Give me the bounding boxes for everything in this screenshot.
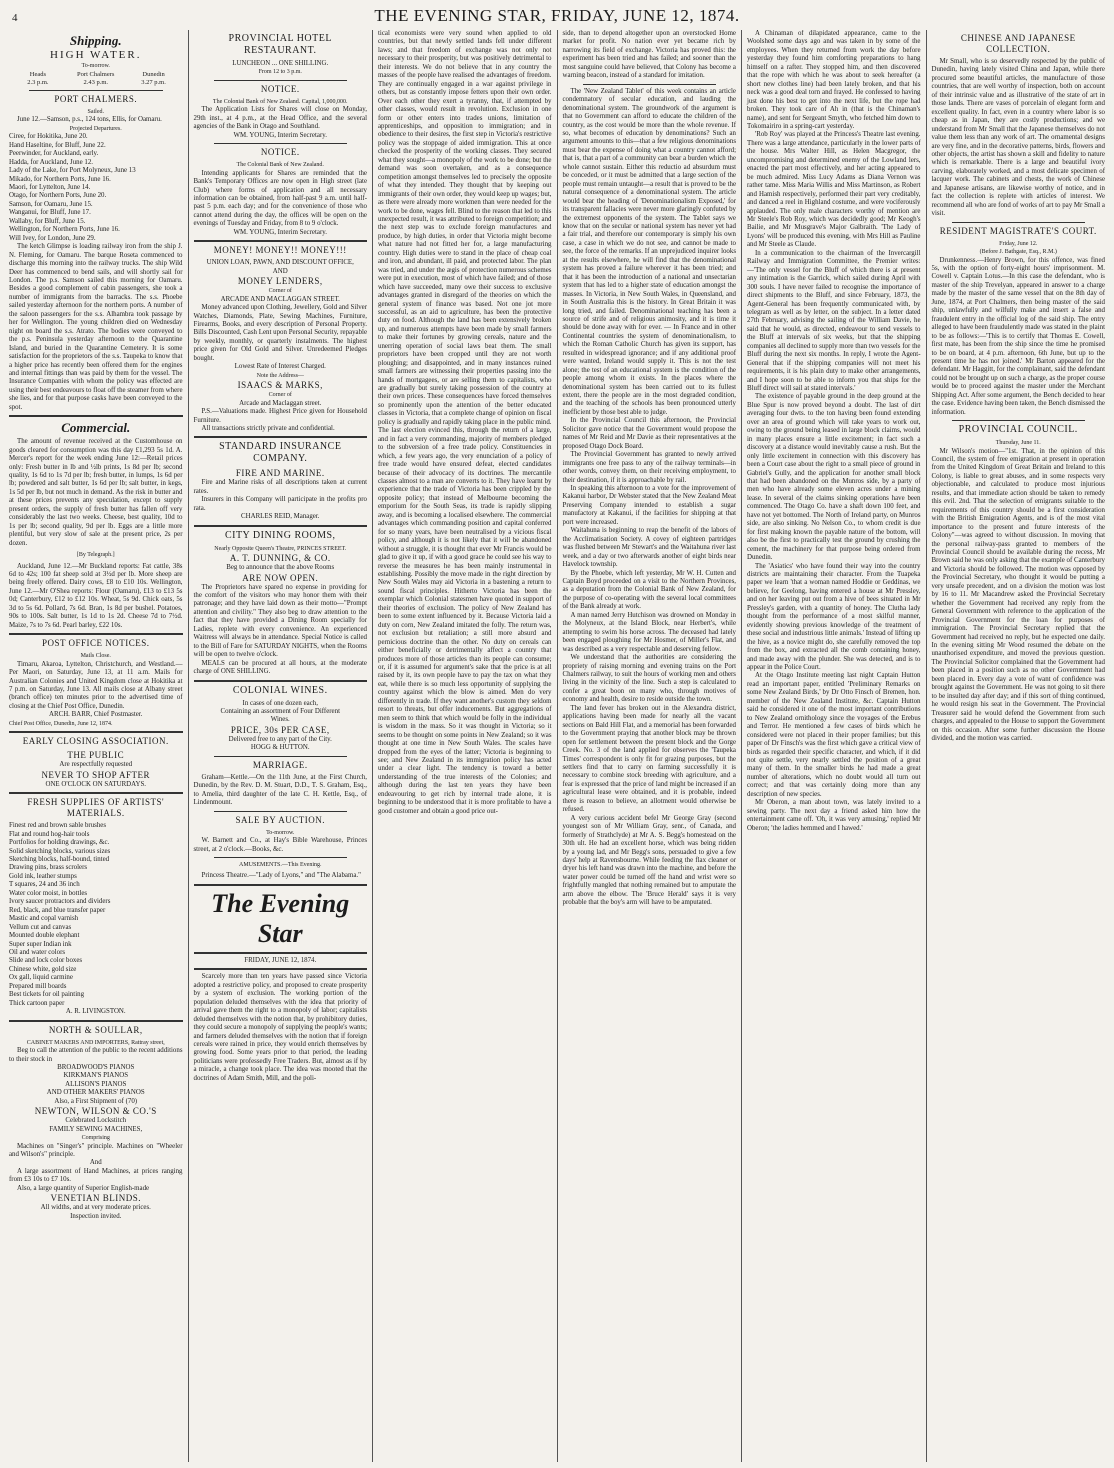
north-soullar-heading: NORTH & SOULLAR,: [48, 1024, 143, 1035]
column-6: [926, 30, 1111, 1462]
news-item: The Provincial Government has granted to newly arrived immigrants one free pass to any of the railway terminals—in other words, convey them, on their receiving employment, to their destination, if it is approachable by rail.: [562, 451, 736, 484]
artists-materials-heading: FRESH SUPPLIES OF ARTISTS' MATERIALS.: [27, 797, 165, 819]
dining-rooms-proprietor: A. T. DUNNING, & CO.: [229, 553, 331, 564]
list-item: Lady of the Lake, for Port Molyneux, June 13: [9, 167, 136, 175]
column-1: [4, 30, 188, 1462]
hotel-luncheon: LUNCHEON ... ONE SHILLING.: [232, 60, 329, 67]
notice-2-text: Intending applicants for Shares are reminded that the Bank's Temporary Offices are now open in High street (late Club) where forms of application and all necessary information can be obtained, from half-past 9 a.m. until half-past 5 p.m. each day; and for the convenience of those who cannot attend during the day, the offices will be open on the evenings of Tuesday and Friday, from 8 to 9 o'clock.: [193, 169, 367, 228]
list-item: Slide and lock color boxes: [9, 957, 83, 965]
dining-rooms-subheading: Nearly Opposite Queen's Theatre, PRINCES STREET.: [214, 545, 347, 552]
list-item: Samson, for Oamaru, June 15.: [9, 200, 93, 208]
paper-date: FRIDAY, JUNE 12, 1874.: [244, 956, 317, 964]
tide-cell-dunedin: Dunedin 3.27 p.m.: [141, 70, 166, 86]
insurance-heading: STANDARD INSURANCE COMPANY.: [219, 441, 342, 465]
news-item: A Chinaman of dilapidated appearance, came to the Woolshed some days ago and was taken in by some of the employees. When they returned from work the day before yesterday they found him comforting preparations to hang himself on a rafter. They stopped him, and then discovered that the rope with which he was about to seek hereafter (a short new clothes line) had been lately broken, and that his neck was a good deal torn and frayed. He confessed to having just done his best to get into the next life, but the rope had broken. They took care of Ah in (that is the Chinaman's name), and sent for Sergeant Smyth, who fetched him down to Tokomairiro in a spring-cart yesterday.: [747, 30, 921, 130]
money-firm: ISAACS & MARKS,: [237, 380, 323, 391]
hotel-heading: PROVINCIAL HOTEL RESTAURANT.: [228, 33, 332, 56]
early-closing-heading: EARLY CLOSING ASSOCIATION.: [22, 736, 169, 747]
money-and: AND: [272, 267, 288, 275]
amusements-heading: AMUSEMENTS.—This Evening.: [239, 862, 322, 868]
list-item: Solid sketching blocks, various sizes: [9, 847, 111, 855]
tide-subheading: To-morrow.: [81, 63, 110, 70]
north-soullar-newton: NEWTON, WILSON & CO.'S: [34, 1106, 157, 1117]
money-corner-3: Arcade and Maclaggan street.: [239, 399, 322, 407]
list-item: Best tickets for oil painting: [9, 991, 85, 999]
north-soullar-text: Beg to call the attention of the public to the recent additions to their stock in: [9, 1047, 183, 1063]
post-office-heading: POST OFFICE NOTICES.: [41, 638, 150, 649]
dining-rooms-heading: CITY DINING ROOMS,: [224, 529, 336, 541]
news-item: The land fever has broken out in the Alexandra district, applications having been made for nearly all the vacant sections on Bald Hill Flat, and a memorial has been forwarded to the Government praying that another block may be thrown open for settlement between the present block and the Gorge Creek. No. 3 of the land applied for observes the 'Taupeka Times' correspondent is only fit for grazing purposes, but the settlers find that to carry on farming successfully it is necessary to combine stock breeding with agriculture, and a fear is expressed that the price of land might be increased if an agricultural lease were obtained, and it is probable, indeed there is reason to believe, an allotment would otherwise be refused.: [562, 704, 736, 814]
money-text: Money advanced upon Clothing, Jewellery, Gold and Silver Watches, Diamonds, Plate, Sewing Machines, Furniture, Firearms, Books, and every description of Personal Property. Bills Discounted, Cash Lent upon Personal Security, repayable by weekly, monthly, or quarterly instalments. The highest price given for Old Gold and Silver. Unredeemed Pledges bought.: [193, 304, 367, 362]
post-office-signature: ARCH. BARR, Chief Postmaster.: [49, 711, 143, 719]
news-item: At the Otago Institute meeting last night Captain Hutton read an important paper, entitled 'Preliminary Remarks on some New Zealand Birds,' by Dr Otto Finsch of Bremen, hon. member of the New Zealand Institute, &c. Captain Hutton said he considered it one of the most important contributions to New Zealand ornithology since the voyages of the Erebus and Terror. He mentioned a few cases of birds which he considered were not placed in their proper families; but this paper of Dr Finsch's was the first which gave a critical view of birds as regarded their specific character, and which, if it did not quite settle, very nearly settled the position of a great many of them. In the smaller birds he had made a great number of alterations, which no doubt would all turn out correct; and that was certainly doing more than any description of new species.: [747, 672, 921, 798]
list-item: Portfolios for holding drawings, &c.: [9, 839, 110, 847]
artists-materials-list: [9, 822, 183, 1008]
leader-article-end: side, than to depend altogether upon an overstocked Home market for profit. No nation ever yet became rich by narrowing its field of exchange. Victoria has proved this: the experiment has been tried and has failed; and sooner than the most sanguine could have believed, that Colony has become a warning beacon, instead of a standard for imitation.: [562, 30, 736, 80]
tide-heading: HIGH WATER.: [50, 49, 142, 61]
list-item: KIRKMAN'S PIANOS: [63, 1072, 129, 1080]
post-office-date: Chief Post Office, Dunedin, June 12, 1874.: [9, 720, 113, 727]
wines-delivery: Delivered free to any part of the City.: [228, 735, 332, 743]
money-corner-2: Corner of: [268, 392, 292, 399]
telegraph-text: Auckland, June 12.—Mr Buckland reports: Fat cattle, 38s 6d to 42s; 100 fat sheep sold at 3½d per lb. More sheep are being freely offered. Dairy cows, £8 to £10 10s. Wellington, June 12.—Mr O'Shea reports: Flour (Oamaru), £13 to £13 5s 0d; Canterbury, £12 to £12 10s. Wheat, 5s 9d. Chick oats, 5s 3d to 5s 6d. Pollard, 7s 6d. Bran, 1s 8d per bushel. Potatoes, 90s to 100s. Salt butter, 1s 1d to 1s 2d. Cheese 7d to 7½d. Maize, 7s to 7s 6d. Pearl barley, £22 10s.: [9, 562, 183, 629]
list-item: T squares, 24 and 36 inch: [9, 881, 80, 889]
insurance-text-2: Insurers in this Company will participate in the profits pro rata.: [193, 496, 367, 512]
news-item: Mr Oberon, a man about town, was lately invited to a sewing party. The next day a friend asked him how the entertainment came off. 'Oh, it was very amusing,' replied Mr Oberon; 'the ladies hemmed and I hawed.': [747, 799, 921, 832]
list-item: Super super Indian ink: [9, 940, 72, 948]
notice-1-heading: NOTICE.: [260, 83, 300, 94]
north-soullar-and: And: [89, 1159, 102, 1167]
notice-1-signature: WM. YOUNG, Interim Secretary.: [233, 131, 327, 139]
leader-article-start: Scarcely more than ten years have passed since Victoria adopted a restrictive policy, and proposed to create prosperity by a system of exclusion. The working portion of the population deluded themselves with the idea that priority of arrival gave them the right to a monopoly of labor; capitalists deluded themselves with the notion that, by prohibitory duties, they could secure a monopoly of supplying the people's wants; and farmers deluded themselves with the notion that if foreign cereals were rained in price, they would enrich themselves by growing food. Some years prior to that period, the leading politicians were professedly Free Traders. But, almost as if by a miracle, a change took place. The idea was mooted that the doctrines of Adam Smith, Mill, and the poli-: [193, 973, 367, 1082]
early-closing-line-3: NEVER TO SHOP AFTER: [41, 769, 151, 780]
north-soullar-also: Also, a First Shipment of (70): [54, 1097, 138, 1105]
list-item: Thick cartoon paper: [9, 999, 65, 1007]
provincial-council-heading: PROVINCIAL COUNCIL.: [958, 424, 1078, 436]
list-item: Hadda, for Auckland, June 12.: [9, 158, 94, 166]
notice-2-bank: The Colonial Bank of New Zealand.: [236, 162, 324, 169]
page-number: 4: [12, 12, 18, 24]
list-item: Ciree, for Hokitika, June 20.: [9, 133, 88, 141]
news-item: 'Rob Roy' was played at the Princess's Theatre last evening. There was a large attendance, particularly in the lower parts of the house. Mrs Walter Hill, as Helen Macgregor, the uncompromising and determined enemy of the Lowland lers, enacted the part most effectively, and her acting appeared to be much admired. Miss Lucy Adams as Diana Vernon was rather tame. Miss Maria Willis and Miss Martinson, as Robert and Hamish respectively, performed their part very creditably, and danced a reel in Highland costume, and were vociferously applauded. The only male characters worthy of mention are Mr Steele's Rob Roy, which was decidedly good; Mr Keogh's Bailie, and Mr Musgrave's Major Galbraith. 'The Lady of Lyons' will be produced this evening, with Mrs Hill as Pauline and Mr Steele as Claude.: [747, 131, 921, 249]
news-item: In speaking this afternoon to a vote for the improvement of Kakanui harbor, Dr Webster stated that the New Zealand Meat Preserving Company intended to establish a sugar manufactory at Kakanui, if the facilities for shipping at that port were increased.: [562, 485, 736, 526]
newspaper-columns: [4, 30, 1110, 1462]
auction-text: W. Barnett and Co., at Hay's Bible Warehouse, Princes street, at 2 o'clock.—Books, &c.: [193, 837, 367, 853]
venetian-blinds-heading: VENETIAN BLINDS.: [50, 1193, 141, 1204]
mails-close-subheading: Mails Close.: [80, 653, 111, 660]
early-closing-line-4: ONE O'CLOCK ON SATURDAYS.: [45, 780, 147, 788]
north-soullar-lockstitch: Celebrated Lockstitch: [65, 1117, 127, 1125]
news-item: We understand that the authorities are considering the propriety of raising morning and evening trains on the Port Chalmers railway, to suit the hours of working men and others living in the vicinity of the line. Such a step is calculated to confer a great boon on many who, through motives of economy and health, desire to reside outside the town.: [562, 654, 736, 704]
news-item: A very curious accident befel Mr George Gray (second youngest son of Mr William Gray, senr., of Canada, and formerly of Strathclyde) at Mr A. S. Begg's homestead on the 30th ult. He had an excellent horse, which was being ridden by a young lad, and Mr Begg's sons, persuaded to give a few days' help at Ravensbourne. While feeding the flax cleaner or dryer his left hand was drawn into the machine, and before the water power could be turned off the hand and wrist were so frightfully mangled that nothing remained but to amputate the arm above the elbow. The 'Bruce Herald' says it is very probable that the boy's arm will have to be amputated.: [562, 814, 736, 907]
list-item: Maori, for Lyttelton, June 14.: [9, 183, 91, 191]
north-soullar-comprising: Comprising: [81, 1135, 110, 1142]
list-item: Wellington, for Northern Ports, June 16.: [9, 226, 120, 234]
list-item: Red, black, and blue transfer paper: [9, 906, 106, 914]
list-item: AND OTHER MAKERS' PIANOS: [46, 1089, 145, 1097]
masthead: [0, 0, 1114, 26]
money-ps: P.S.—Valuations made. Highest Price given for Household Furniture.: [193, 408, 367, 424]
list-item: Hand Haseltine, for Bluff, June 22.: [9, 141, 106, 149]
wines-signature: HOGG & HUTTON.: [250, 744, 310, 752]
money-confidential: All transactions strictly private and confidential.: [201, 424, 335, 432]
magistrates-court-judge: (Before J. Bathgate, Esq., R.M.): [979, 249, 1057, 256]
notice-2-heading: NOTICE.: [260, 147, 300, 158]
magistrates-court-date: Friday, June 12.: [999, 240, 1038, 247]
chinese-collection-heading: CHINESE AND JAPANESE COLLECTION.: [960, 33, 1076, 54]
list-item: Flat and round hog-hair tools: [9, 830, 90, 838]
wines-text-3: Wines.: [270, 716, 290, 724]
news-item: The 'New Zealand Tablet' of this week contains an article condemnatory of secular education, and lauding the denominational system. The groundwork of the argument is that no Government can afford to educate the children of the country, as the cost would be more than the whole revenue. If so, what becomes of education by denominations? Such an argument amounts to this—that a few religious denominations must bear the expense of doing what a country cannot afford; that is, that a part of a community can bear a burden which the whole cannot sustain. Either this reductio ad absurdum must be conceded, or it must be admitted that a large section of the people must remain untaught—a result that is proved to be the natural consequence of a denominational system. The article would bear the heading of 'Denominationalism Exposed,' for its transparent fallacies were never more glaringly confuted by the extremest opponents of the system. The Tablet says we know that on the secular or national system has never yet had a fair trial, and therefore our contemporary is simply his own case, a case in which we do not see, and cannot be made to see, the force of the remarks. If an unprejudiced inquirer looks at the results elsewhere, he will find that the denominational system has proved a failure wherever it has been tried; and that it has been the introduction of a national and unsectarian system that has led to a higher state of education amongst the masses. In Victoria, in New South Wales, in Queensland, and in South Australia this is the history. In Great Britain it was long tried, and failed. Denominational teaching has been a source of strife and of religious animosity, and it is time it should be done away with for ever. — In France and in other Continental countries the system of denominationalism, to which the Roman Catholic Church has given its support, has resulted in widespread ignorance; and if any additional proof were wanted, Ireland would supply it. This is not the test alone; the test of an educational system is the condition of the people among whom it exists. In the places where the denominational system has been carried out to its fullest extent, there the people are in the most degraded condition, and the teaching of the schools has been pronounced utterly inefficient by those best able to judge.: [562, 87, 736, 416]
column-4: [557, 30, 742, 1462]
list-item: Prepared mill boards: [9, 982, 67, 990]
auction-subheading: To-morrow.: [266, 829, 295, 836]
list-item: Ox gall, liquid carmine: [9, 974, 73, 982]
commercial-text: The amount of revenue received at the Customhouse on goods cleared for consumption was this day £1,293 5s 1d. A. Mercer's report for the week ending June 12:—Retail prices only: Fresh butter in lb and ½lb prints, 1s 8d per lb; second quality, 1s 6d to 1s 7d per lb; fresh butter, in lumps, 1s 6d per lb; powdered and salt butter, 1s 6d per lb; salt butter, in kegs, 1s 5d per lb, but not much in demand. As the risk in butter and at these prices prevents any speculation, except to supply present orders, the supply of fresh butter has fallen off very considerably the last two weeks. Cheese, best quality, 10d to 1s per lb; second quality, 9d per lb. Eggs are a little more plentiful, but very slow of sale at the present price, 2s per dozen.: [9, 438, 183, 547]
column-3: [372, 30, 557, 1462]
column-2: [188, 30, 373, 1462]
list-item: Oil and water colors: [9, 948, 66, 956]
tide-cell-port: Port Chalmers 2.43 p.m.: [77, 70, 115, 86]
insurance-text-1: Fire and Marine risks of all descriptions taken at current rates.: [193, 479, 367, 495]
list-item: Finest red and brown sable brushes: [9, 822, 107, 830]
list-item: BROADWOOD'S PIANOS: [57, 1063, 135, 1071]
port-chalmers-heading: PORT CHALMERS.: [54, 93, 138, 104]
dining-rooms-open: ARE NOW OPEN.: [242, 572, 319, 583]
money-heading: MONEY! MONEY!! MONEY!!!: [213, 245, 347, 256]
wines-heading: COLONIAL WINES.: [232, 684, 328, 696]
list-item: Vellum cut and canvas: [9, 923, 72, 931]
column-5: [741, 30, 926, 1462]
insurance-signature: CHARLES REID, Manager.: [241, 513, 320, 521]
tide-cell-heads: Heads 2.3 p.m.: [27, 70, 49, 86]
news-item: The existence of payable ground in the deep ground at the Blue Spur is now proved beyond a doubt. The last of dirt averaging four dwts. to the ton having been found extending over an area of ground which will take years to work out, owing to the ground being leased in large block claims, would in many places ensure a little excitement; in fact such a discovery at a distance would inevitably cause a rush. But the only little excitement in connection with this discovery has been a Court case about the right to a small piece of ground in Gabriel's Gully, and the application for another small block that had been abandoned on the Munros side, by a party of men who have already some eleven acres under a mining lease. In several of the claims sinking operations have been commenced. The Otago Co. have a shaft down 100 feet, and have not yet bottomed. The North of Ireland party, on Munros side, are also sinking. No Nelson Co., to whom credit is due for first making known the payable nature of the bottom, will also be the first to practically test the ground by crushing the cement, the machinery for that purpose being ordered from Dunedin.: [747, 393, 921, 562]
paper-masthead-title: The Evening Star: [211, 888, 350, 948]
leader-article-body: tical economists were very sound when applied to old countries, but that newly settled lands fell under different laws; and that freedom of exchange was not only not necessary to their prosperity, but was positively detrimental to their interests. We do not believe that in any country the masses of the people have realised the advantages of freedom. They are continually engaged in a war against privilege in others, but as constantly impose fetters upon their own order. Over each other they exert a tyranny, that, if attempted by other classes, would result in revolution. Exclusion in one form or other enters into trades unions, limitation of apprenticeships, and opposition to immigration; and in obedience to their desires, the first step in Victoria's restrictive policy was the stoppage of aided immigration. This at once checked the prosperity of the working classes. They secured what they sought—a monopoly of the work to be done; but the demand was soon overtaken, and as a consequence competition amongst themselves led to precisely the opposite of what they intended. They thought that by keeping out immigrants of their own order, they would keep up wages; but, as there were already more workmen than were needed for the work to be done, wages fell. Blind to the reason that led to this unexpected result, it was attributed to foreign competition; and the next step was to exclude foreign manufactures and produce, by high duties, in order that Victoria might become what nature had not fitted her for, a large manufacturing country. High duties were to stand in the place of cheap coal and iron, and abundant, ill paid, and protected labor. The plan was tried, and under the ægis of protection numerous schemes were put in execution, most of which have failed; and of those which have succeeded, many owe their success to exclusive advantages granted in disregard of the theories on which the general system of finance was based. Not one jot more successful, as an aid to agriculture, has been the protective duty on food. Although the land has been extensively broken up, and numerous attempts have been made by small farmers to make their fortunes by growing cereals, nature and the unerring operation of social laws beat them. The small proprietors have been cropped until they are not worth ploughing; and disappointed, and in many instances ruined small farmers are witnessing their properties passing into the hands of mortgagees, or are selling them to capitalists, who are gradually but surely taking possession of the country at their own prices. These consequences have forced themselves so prominently upon the attention of the better educated classes in Victoria, that a complete change of opinion on fiscal policy is gradually and rapidly taking place in the public mind. The last election evinced this, through the return of a large, and in fact a very commanding, majority of members pledged to the subversion of a free trade policy. Constituencies in which, a few years ago, the very enunciation of a policy of free trade would have ensured defeat, elected candidates because of their advocacy of its doctrines. The mercantile classes almost to a man are converts to it. They have learnt by experience that the trade of Victoria has been crippled by the opposite policy; that instead of Melbourne becoming the emporium for the South Seas, its trade is rapidly slipping away, and is becoming a localised elsewhere. The commercial advantages which commanding position and capital conferred for so many years, have been neutralised by a vicious fiscal policy, and although it is not likely that it will be abandoned without a struggle, it is thought that ever Mr Francis would be glad to give it up, if with a good grace he could see his way to reverse the measures he has been mainly instrumental in establishing. Possibly the move made in the right direction by New South Wales may aid Victoria in a bastening a return to sound fiscal principles. Hitherto Victoria has been the exemplar which Colonial statesmen have quoted in support of their theories of exclusion. The policy of New Zealand has been to some extent influenced by it. Because Victoria laid a duty on corn, New Zealand imitated the folly. The return was, not exclusion but retaliation; a still more absurd and pernicious doctrine than the other. No duty on cereals can either beneficially or detrimentally affect a country that produces more of those articles than its people can consume; or, if it is assumed for argument's sake that the price is at all raised by it, its own people have to pay the tax on what they eat, while there is so much less opportunity of supplying the country against which the blow is aimed. Men do very differently in trade. If they want another's custom they seldom resort to threats, but offer inducements. But aggregations of men seem to think that which would be folly in the individual is wisdom in the mass. So it was thought in Victoria; so it seems to be thought on some points in New Zealand; so it was thought at one time in New South Wales. The scales have dropped from the eyes of the latter; Victoria is beginning to see; and New Zealand in its immigration policy has acted under a clear light. The tendency is toward a better understanding of the true interests of the Colonies; and although during the last ten years they have been endeavouring to get rich by internal trade alone, it is beginning to be understood that it is more profitable to have a good customer and obtain a good price out-: [378, 30, 552, 815]
money-note: Note the Address—: [256, 372, 304, 379]
north-soullar-hand: A large assortment of Hand Machines, at prices ranging from £3 10s to £7 10s.: [9, 1167, 183, 1184]
list-item: ALLISON'S PIANOS: [65, 1080, 127, 1088]
marriage-heading: MARRIAGE.: [252, 759, 308, 770]
list-item: Wanganui, for Bluff, June 17.: [9, 209, 91, 217]
list-item: Peerwinder, for Auckland, early.: [9, 150, 99, 158]
north-soullar-english: Also, a large quantity of Superior English-made: [17, 1184, 150, 1192]
list-item: Mikado, for Northern Ports, June 16.: [9, 175, 111, 183]
notice-1-bank: The Colonial Bank of New Zealand. Capital, 1,000,000.: [212, 98, 348, 105]
shipping-news-text: The ketch Glimpse is loading railway iron from the ship J. N. Fleming, for Oamaru. The barque Roseta commenced to discharge this morning into the railway trucks. The ship Wild Deer has commenced to bend sails, and will shortly sail for London. The p.s. Samson sailed this morning for Oamaru. Besides a good complement of cabin passengers, she took a number of immigrants from the barracks. The s.s. Phoebe sailed yesterday afternoon for the northern ports. A number of the saloon passengers for the s.s. Alhambra took passage by her for Wellington. The young children died on Wednesday night on board the s.s. Atrato. The bodies were conveyed to the p.s. Peninsula yesterday afternoon to the Quarantine Island, and buried in the Quarantine Cemetery. It is some satisfaction for the proprietors of the s.s. Taupeka to know that a higher price has recently been offered them for the engines and internal fittings than was paid by them for the vessel. The Insurance Companies with whom the policy was effected are using their best endeavours to float off the steamer from where she lies, and for that purpose casks have been conveyed to the spot.: [9, 243, 183, 411]
chinese-collection-text: Mr Small, who is so deservedly respected by the public of Dunedin, having lately visited China and Japan, while there procured some beautiful articles, the manufacture of those countries, that are well worthy of inspection, both on account of their intrinsic value and as illustrative of the state of art in those lands. There are vases of porcelain of elegant form and excellent quality. In fact, even in a country where labor is so cheap as in Japan, they are costly productions; and we understand from Mr Small that the Japanese themselves do not value them less than any work of art. The ornamental designs are very fine, and in the decorative patterns, birds, flowers and other objects, the artist has shown a skill and fidelity to nature which is remarkable. There is a large and beautiful ivory carving, elaborately worked, and a most delicate specimen of lacquer work. The cabinets and chests, the work of Chinese and Japanese artisans, are likewise worthy of notice, and in fact the collection is replete with articles of interest. We recommend all who are fond of works of art to pay Mr Small a visit.: [931, 58, 1105, 218]
artists-materials-signature: A. R. LIVINGSTON.: [65, 1008, 126, 1016]
magistrates-court-text: Drunkenness.—Henry Brown, for this offence, was fined 5s, with the option of forty-eight hours' imprisonment. M. Cowell v. Captain Lotus.—In this case the defendant, who is master of the ship Trevelyan, appeared in answer to a charge made by the master of the same vessel that on the 8th day of June, 1874, at Port Chalmers, then being master of the said ship, unlawfully and wilfully make and insert a false and fraudulent entry in the official log of the said ship. The entry alleged to have been fraudulently made was stated in the plaint to be as follows:—'This is to certify that Thomas E. Cowell, first mate, has been from the ship since the time he promised to be on board, at 4 p.m. afternoon, 6th June, but up to the present time he has not joined.' Mr Barton appeared for the defendant. Mr Haggitt, for the complainant, said the defendant could not be brought up on such a charge, as the proper course would be to proceed against the master under the Merchant Shipping Act. After some argument, the Bench decided to hear the case. Evidence having been taken, the Bench dismissed the information.: [931, 256, 1105, 416]
tide-table: [9, 71, 183, 87]
money-lenders: MONEY LENDERS,: [237, 276, 323, 287]
venetian-blinds-inspection: Inspection invited.: [70, 1212, 122, 1220]
wines-price: PRICE, 30s PER CASE,: [230, 724, 330, 735]
hotel-time: From 12 to 3 p.m.: [258, 69, 302, 76]
sailed-subheading: Sailed.: [87, 108, 104, 115]
post-office-text: Timaru, Akaroa, Lyttelton, Christchurch, and Westland.—Per Maori, on Saturday, June 13, at 11 a.m. Mails for Australian Colonies and United Kingdom close at Hokitika at 7 p.m. on Saturday, June 13. All mails close at Albany street (branch office) ten minutes prior to the advertised time of closing at the Chief Post Office, Dunedin.: [9, 660, 183, 710]
dining-rooms-text: The Proprietors have spared no expense in providing for the comfort of the visitors who may honor them with their patronage; and they have laid down as their motto—"Prompt attention and civility." They also beg to draw attention to the fact that they have provided a Dining Room specially for Ladies, replete with every convenience. An experienced Waitress will always be in attendance. Special Notice is called to the Bill of Fare for SATURDAY NIGHTS, when the Rooms will be open to twelve o'clock.: [193, 583, 367, 659]
north-soullar-subheading: CABINET MAKERS AND IMPORTERS, Rattray street,: [26, 1039, 165, 1046]
dining-rooms-meals: MEALS can be procured at all hours, at the moderate charge of ONE SHILLING.: [193, 659, 367, 676]
pianos-list: [9, 1064, 183, 1098]
list-item: Will Ivey, for London, June 29.: [9, 234, 96, 242]
magistrates-court-heading: RESIDENT MAGISTRATE'S COURT.: [939, 225, 1097, 236]
news-item: Waitahuna is beginning to reap the benefit of the labors of the Acclimatisation Society. A covey of eighteen partridges was flushed between Mr Stewart's and the Waitahuna river last week, and a day or two afterwards another of eight birds near Havelock township.: [562, 527, 736, 569]
marriage-text: Graham—Kettle.—On the 11th June, at the First Church, Dunedin, by the Rev. D. M. Stuart, D.D., T. S. Graham, Esq., to Amelia, third daughter of the late C. H. Kettle, Esq., of Lindenmount.: [193, 773, 367, 807]
list-item: Gold ink, leather stumps: [9, 872, 77, 880]
dining-rooms-beg: Beg to announce that the above Rooms: [226, 564, 335, 572]
news-item: In the Provincial Council this afternoon, the Provincial Solicitor gave notice that the Government would propose the names of Mr Reid and Mr Davie as their representatives at the proposed Otago Dock Board.: [562, 417, 736, 450]
news-item: In a communication to the chairman of the Invercargill Railway and Immigration Committee, the Premier writes:—'The only vessel for the Bluff of which there is at present any intimation is the Garrick, which sailed during April with 300 souls. I have never failed to recognise the importance of direct shipments to the Bluff, and since February, 1873, the Agent-General has been frequently communicated with, by telegram as well as by letter, on the subject. In a letter dated 27th February, advising the sailing of the William Davie, he said that he would, as directed, endeavour to send vessels to the Bluff at intervals of six weeks, but that the shipping companies all declined to supply more than two vessels for the Bluff during the next six months. In reply, I wrote the Agent-General that if the shipping companies will not meet his requirements, it is his plain duty to make other arrangements, and I hope soon to be able to inform you that ships for the Bluff direct will sail at stated intervals.': [747, 249, 921, 393]
newspaper-title-line: THE EVENING STAR, FRIDAY, JUNE 12, 1874.: [374, 6, 740, 25]
wines-text-1: In cases of one dozen each,: [242, 699, 318, 707]
list-item: Ivory saucer protractors and dividers: [9, 898, 111, 906]
list-item: Chinese white, gold size: [9, 965, 77, 973]
news-item: By the Phoebe, which left yesterday, Mr W. H. Cutten and Captain Boyd proceeded on a visit to the Northern Provinces, as a deputation from the Colonial Bank of New Zealand, for the purpose of co-operating with the several local committees of the Bank already at work.: [562, 569, 736, 611]
list-item: Wallaby, for Bluff, June 15.: [9, 217, 86, 225]
list-item: Drawing pins, brass scrolers: [9, 864, 88, 872]
auction-heading: SALE BY AUCTION.: [235, 814, 325, 825]
list-item: Mounted double elephant: [9, 932, 80, 940]
money-subheading: UNION LOAN, PAWN, AND DISCOUNT OFFICE,: [206, 259, 354, 267]
provincial-council-text: Mr Wilson's motion—"1st. That, in the opinion of this Council, the system of free emigration at present in operation from the United Kingdom of Great Britain and Ireland to this Colony, is liable to great abuses, and in some respects very objectionable, and calculated to produce most injurious results, and that immediate action should be taken to remedy this evil. 2nd. That the selection of emigrants suitable to the requirements of this country should be a first consideration with the British Emigration Agents, and is of the most vital importance to the present and future interests of the Colony"—was agreed to without discussion. In moving that the personal railway-pass granted to members of the Provincial Council should be available during the recess, Mr Brown said he was only asking that the example of Canterbury and Victoria should be followed. The motion was opposed by the Provincial Secretary, who thought it would be putting a very unsafe precedent, and on a division the motion was lost by 16 to 11. Mr Macandrew asked the Provincial Secretary whether the Government had received any reply from the General Government with reference to the application of the Provincial Government for the loan for purposes of immigration. The Provincial Secretary replied that the Government had received no reply, but he expected one daily. In the evening sitting Mr Wood resumed the debate on the unauthorised expenditure, and moved the previous question. The Provincial Solicitor complained that the Government had been placed in a position such as no other Government had been placed in. Every day a vote of want of confidence was brought against the Government. He was not going to sit there to be insulted day after day; and if this sort of thing continued, he would resign his seat in the Government. The Provincial Treasurer said he would defend the Government from such charges, and appealed to the House to support the Government on this occasion. After some further discussion the House divided, and the motion was carried.: [931, 447, 1105, 742]
amusements-text: Princess Theatre.—"Lady of Lyons," and "The Alabama.": [201, 872, 361, 880]
projected-departures-list: [9, 133, 183, 243]
notice-1-text: The Application Lists for Shares will close on Monday, 29th inst., at 4 p.m., at the Head Office, and the several agencies of the Bank in Otago and Southland.: [193, 106, 367, 131]
money-rate: Lowest Rate of Interest Charged.: [234, 363, 326, 371]
list-item: Water color moist, in bottles: [9, 889, 88, 897]
sailed-text: June 12.—Samson, p.s., 124 tons, Ellis, for Oamaru.: [17, 116, 162, 124]
provincial-council-date: Thursday, June 11.: [995, 440, 1041, 447]
notice-2-signature: WM. YOUNG, Interim Secretary.: [233, 228, 327, 236]
early-closing-line-1: THE PUBLIC: [67, 750, 125, 761]
list-item: Otago, for Northern Ports, June 20.: [9, 192, 107, 200]
commercial-heading: Commercial.: [61, 420, 131, 436]
north-soullar-family: FAMILY SEWING MACHINES,: [49, 1125, 143, 1133]
wines-text-2: Containing an assortment of Four Different: [220, 708, 340, 716]
list-item: Sketching blocks, half-bound, tinted: [9, 855, 110, 863]
insurance-subheading: FIRE AND MARINE.: [235, 468, 325, 479]
early-closing-line-2: Are respectfully requested: [59, 761, 133, 769]
money-arcade: ARCADE AND MACLAGGAN STREET.: [220, 295, 340, 303]
telegraph-heading: [By Telegraph.]: [76, 552, 115, 559]
news-item: The 'Asiatics' who have found their way into the country districts are maintaining their character. From the Tuapeka paper we learn 'that a woman named Hoddie or Geddinas, we believe, for Geelong, having entered a house at Mr Pressley, and on her leaving put out from a hive of bees situated in Mr Pressley's garden, with a quantity of honey. The Clutha lady thought from the performance of a most skilful manner, evidently showing previous knowledge of the treatment of these social and industrious little animals.' Instead of lifting up the hive, as a novice might do, she carefully removed the top from the box, and extracted all the comb containing honey, and made away with the plunder. She was detected, and is to appear in the Police Court.: [747, 562, 921, 671]
venetian-blinds-text: All widths, and at very moderate prices.: [40, 1204, 151, 1212]
money-corner: Corner of: [268, 288, 292, 295]
shipping-heading: Shipping.: [69, 33, 122, 48]
list-item: Mastic and copal varnish: [9, 915, 79, 923]
news-item: A man named Jerry Hutchison was drowned on Monday in the Molyneux, at the Island Block, near Herbert's, while attempting to swim his horse across. The deceased had lately been engaged ploughing for Mr Hosmer, of Miller's Flat, and was described as a very respectable and deserving fellow.: [562, 611, 736, 653]
projected-departures-heading: Projected Departures.: [69, 125, 122, 132]
north-soullar-machines: Machines on "Singer's" principle. Machines on "Wheeler and Wilson's" principle.: [9, 1142, 183, 1159]
